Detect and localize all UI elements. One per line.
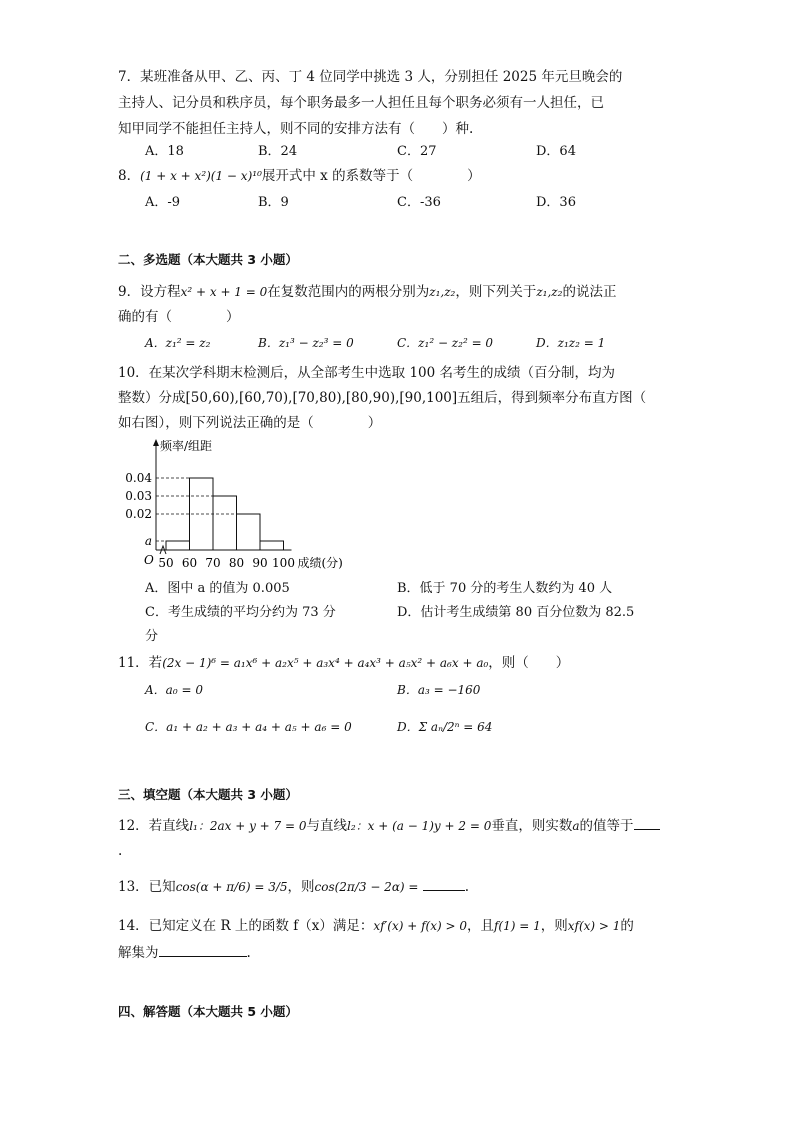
q12-line1 — [118, 817, 660, 835]
q9-option-d: D．z₁z₂ = 1 — [536, 336, 606, 350]
q13-text-a: 13．已知 — [118, 879, 176, 895]
q11-option-a: A．a₀ = 0 — [145, 683, 203, 697]
q9-text-d: 的说法正 — [562, 284, 617, 300]
histogram-bar — [260, 541, 284, 550]
x-tick-label: 80 — [228, 556, 245, 570]
q8-stem-math: (1 + x + x²)(1 − x)¹⁰ — [140, 169, 262, 183]
q12-text-d: 的值等于 — [579, 818, 634, 834]
q12-text-a: 12．若直线 — [118, 818, 190, 834]
q10-line3: 如右图），则下列说法正确的是（ ） — [118, 415, 382, 431]
q12-text-b: 与直线 — [306, 818, 347, 834]
q8-option-c: C．-36 — [397, 195, 441, 210]
x-tick-label: 70 — [205, 556, 221, 570]
q14-line1 — [118, 917, 634, 935]
q9-option-a: A．z₁² = z₂ — [145, 336, 211, 350]
q9-option-c: C．z₁² − z₂² = 0 — [397, 336, 494, 350]
q11-text-b: ，则（ ） — [488, 655, 570, 671]
x-tick-label: 90 — [252, 556, 268, 570]
section-2-heading: 二、多选题（本大题共 3 小题） — [118, 252, 298, 267]
q13-math-given: cos(α + π/6) = 3/5 — [175, 880, 288, 894]
x-tick-label: 100 — [272, 556, 295, 570]
q7-line1: 7．某班准备从甲、乙、丙、丁 4 位同学中挑选 3 人，分别担任 2025 年元旦晚会的 — [118, 69, 623, 85]
q14-math-condition: xf′(x) + f(x) > 0 — [373, 919, 467, 933]
q9-text-a: 9．设方程 — [118, 284, 181, 300]
q9-math-equation: x² + x + 1 = 0 — [180, 285, 268, 299]
q12-wrap: . — [118, 843, 123, 859]
histogram-bar — [166, 541, 190, 550]
q12-line-l1: l₁：2ax + y + 7 = 0 — [189, 819, 307, 833]
y-tick-label: 0.04 — [125, 471, 152, 485]
y-tick-label: 0.02 — [125, 507, 152, 521]
q7-option-a: A．18 — [145, 144, 184, 159]
q12-var-a: a — [572, 819, 580, 833]
q10-line2: 整数）分成[50,60),[60,70),[70,80),[80,90),[90,100]五组后，得到频率分布直方图（ — [118, 390, 647, 406]
q11-text-a: 11．若 — [118, 655, 163, 671]
q13-text-c: . — [464, 879, 470, 895]
q7-option-b: B．24 — [258, 144, 298, 159]
q8-stem — [118, 167, 481, 185]
histogram-chart — [112, 436, 372, 572]
q14-answer-blank — [159, 944, 247, 957]
q10-option-b: B．低于 70 分的考生人数约为 40 人 — [397, 581, 613, 596]
q9-math-roots: z₁,z₂ — [429, 285, 456, 299]
q13-line — [118, 878, 469, 896]
y-tick-label: 0.03 — [125, 489, 152, 503]
q9-text-b: 在复数范围内的两根分别为 — [267, 284, 430, 300]
q9-line1 — [118, 283, 616, 301]
q11-option-d: D．Σ aₙ/2ⁿ = 64 — [397, 720, 493, 734]
q12-answer-blank — [634, 817, 660, 830]
q11-math: (2x − 1)⁶ = a₁x⁶ + a₂x⁵ + a₃x⁴ + a₄x³ + a₅x² + a₆x + a₀ — [162, 656, 489, 670]
q13-text-b: ，则 — [287, 879, 315, 895]
q9-line2: 确的有（ ） — [118, 309, 240, 325]
q11-stem — [118, 654, 569, 672]
q14-text-c: ，则 — [540, 918, 568, 934]
q7-option-d: D．64 — [536, 144, 576, 159]
x-tick-label: 50 — [158, 556, 174, 570]
q8-option-b: B．9 — [258, 195, 289, 210]
q14-text-a: 14．已知定义在 R 上的函数 f（x）满足： — [118, 918, 374, 934]
q8-number: 8． — [118, 168, 141, 184]
q14-math-inequality: xf(x) > 1 — [567, 919, 621, 933]
q14-line2-text: 解集为 — [118, 945, 159, 961]
q10-option-a: A．图中 a 的值为 0.005 — [145, 581, 290, 596]
y-tick-label: a — [144, 534, 152, 548]
q13-answer-blank — [423, 878, 465, 891]
x-tick-label: 60 — [181, 556, 198, 570]
q14-line2-end: . — [246, 945, 251, 961]
section-4-heading: 四、解答题（本大题共 5 小题） — [118, 1004, 298, 1019]
x-axis-title: 成绩(分) — [297, 556, 343, 570]
q7-option-c: C．27 — [397, 144, 437, 159]
y-axis-title: 频率/组距 — [160, 439, 213, 453]
y-axis-arrow — [153, 439, 159, 446]
q9-option-b: B．z₁³ − z₂³ = 0 — [258, 336, 354, 350]
q10-option-d: D．估计考生成绩第 80 百分位数为 82.5 — [397, 605, 635, 620]
q10-line1: 10．在某次学科期末检测后，从全部考生中选取 100 名考生的成绩（百分制，均为 — [118, 365, 616, 381]
histogram-bar — [237, 514, 261, 550]
q10-option-c-wrap: 分 — [145, 629, 159, 644]
q12-text-c: 垂直，则实数 — [491, 818, 573, 834]
q14-text-d: 的 — [620, 918, 634, 934]
q9-math-roots-2: z₁,z₂ — [536, 285, 563, 299]
origin-label: O — [144, 553, 154, 567]
q9-text-c: ，则下列关于 — [455, 284, 537, 300]
q12-line-l2: l₂：x + (a − 1)y + 2 = 0 — [347, 819, 492, 833]
q14-text-b: ，且 — [466, 918, 494, 934]
q14-math-value: f(1) = 1 — [493, 919, 541, 933]
section-3-heading: 三、填空题（本大题共 3 小题） — [118, 787, 298, 802]
q8-option-d: D．36 — [536, 195, 576, 210]
q11-option-c: C．a₁ + a₂ + a₃ + a₄ + a₅ + a₆ = 0 — [145, 720, 352, 734]
q11-option-b: B．a₃ = −160 — [397, 683, 481, 697]
q7-line2: 主持人、记分员和秩序员，每个职务最多一人担任且每个职务必须有一人担任，已 — [118, 95, 604, 111]
histogram-bar — [213, 496, 237, 550]
q14-line2 — [118, 944, 251, 962]
q8-option-a: A．-9 — [145, 195, 181, 210]
q10-option-c: C．考生成绩的平均分约为 73 分 — [145, 605, 336, 620]
q8-stem-text: 展开式中 x 的系数等于（ ） — [261, 168, 481, 184]
q13-math-target: cos(2π/3 − 2α) = — [314, 880, 419, 894]
q7-line3: 知甲同学不能担任主持人，则不同的安排方法有（ ）种. — [118, 121, 474, 137]
